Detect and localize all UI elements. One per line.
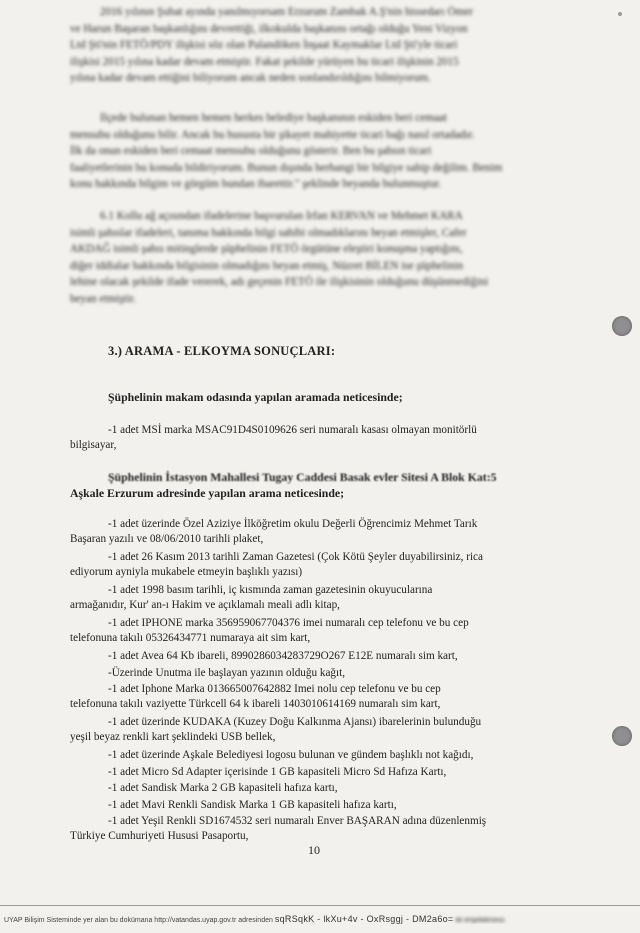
list-item: -Üzerinde Unutma ile başlayan yazının olduğu kağıt, <box>108 667 346 679</box>
list-item: -1 adet Mavi Renkli Sandisk Marka 1 GB kapasiteli hafıza kartı, <box>108 799 397 811</box>
footer <box>4 914 636 924</box>
text-line: lehine olacak şekilde ifade vererek, adı geçenin FETÖ ile ilişkisinin olduğunu düşünmediğini <box>70 276 489 289</box>
home-search-heading-line2: Aşkale Erzurum adresinde yapılan arama neticesinde; <box>70 486 345 500</box>
text-line: faaliyetlerinin bu konuda bildiriyorum. Bunun dışında herhangi bir bilgiye sahip değilim. Benim <box>70 161 503 174</box>
text-line: mensubu olduğunu bilir. Ancak bu hususta bir şikayet mahiyette ticari bağı nasıl ortadadır. <box>70 128 475 141</box>
footer-text: UYAP Bilişim Sisteminde yer alan bu dokümana http://vatandas.uyap.gov.tr adresinden <box>4 917 273 924</box>
text-line: AKDAĞ isimli şahıs mitinglerde şüphelinin FETÖ örgütüne eleştiri konuşma yaptığını, <box>70 243 463 256</box>
list-item: Türkiye Cumhuriyeti Hususi Pasaportu, <box>70 830 249 842</box>
punch-hole-icon <box>612 726 632 746</box>
list-item: telefonuna takılı 05326434771 numaraya ait sim kart, <box>70 632 311 644</box>
list-item: ediyorum ayniyla mukabele etmeyin başlıklı yazısı) <box>70 566 303 578</box>
text-line: Ltd Şti'nin FETÖ/PDY ilişkisi söz olan Palandöken İnşaat Kaymaklar Ltd Şti'yle ticari <box>70 39 458 52</box>
list-item: -1 adet üzerinde KUDAKA (Kuzey Doğu Kalkınma Ajansı) ibarelerinin bulunduğu <box>108 716 482 728</box>
text-line: 6.1 Kollu ağ açısından ifadelerine başvurulan İrfan KERVAN ve Mehmet KARA <box>100 210 463 222</box>
list-item: -1 adet IPHONE marka 356959067704376 imei numaralı cep telefonu ve bu cep <box>108 617 469 629</box>
home-search-heading-line1: Şüphelinin İstasyon Mahallesi Tugay Caddesi Basak evler Sitesi A Blok Kat:5 <box>108 470 497 484</box>
list-item: -1 adet Sandisk Marka 2 GB kapasiteli hafıza kartı, <box>108 782 338 794</box>
text-line: İlk da onun eskiden beri cemaat mensubu olduğunu gösterir. Ben bu şahsın ticari <box>70 145 432 158</box>
text-line: beyan etmiştir. <box>70 292 136 305</box>
text-line: İlçede bulunan hemen hemen herkes belediye başkanının eskiden beri cemaat <box>100 112 447 124</box>
list-item: -1 adet üzerinde Özel Aziziye İlköğretim okulu Değerli Öğrencimiz Mehmet Tarık <box>108 518 478 530</box>
list-item: -1 adet Yeşil Renkli SD1674532 seri numaralı Enver BAŞARAN adına düzenlenmiş <box>108 815 487 827</box>
list-item: armağanıdır, Kur' an-ı Hakim ve açıklamalı meali adlı kitap, <box>70 599 340 611</box>
list-item: telefonuna takılı vaziyette Türkcell 64 k ibareli 1403010614169 numaralı sim kart, <box>70 698 441 710</box>
page-number: 10 <box>308 843 320 857</box>
blurred-paragraph-1 <box>70 4 590 87</box>
list-item: -1 adet Avea 64 Kb ibareli, 8990286034283729O267 E12E numaralı sim kart, <box>108 650 458 662</box>
text-line: yılına kadar devam ettiğini biliyorum ancak neden sonlandırıldığını bilmiyorum. <box>70 72 431 85</box>
office-item-continuation: bilgisayar, <box>70 439 117 451</box>
home-search-heading <box>108 470 497 485</box>
text-line: ve Harun Başaran başkanlığını devrettiği, ilkokulda başkanını ortağı olduğu Yeni Vizyon <box>70 22 468 35</box>
text-line: 2016 yılının Şubat ayında yanılmıyorsam Erzurum Zambak A.Ş'nin hissedarı Ömer <box>100 6 474 18</box>
blurred-paragraph-3 <box>70 208 590 308</box>
list-item: Başaran yazılı ve 08/06/2010 tarihli plaket, <box>70 533 264 545</box>
list-item: -1 adet Micro Sd Adapter içerisinde 1 GB kapasiteli Micro Sd Hafıza Kartı, <box>108 766 447 778</box>
blurred-paragraph-2 <box>70 110 590 193</box>
text-line: ilişkisi 2015 yılına kadar devam etmiştir. Fakat şekilde yürüyen bu ticari ilişkinin 2015 <box>70 55 459 68</box>
text-line: diğer iddialar hakkında bilgisinin olmadığını beyan etmiş, Nüzret BİLEN ise şüphelinin <box>70 259 464 272</box>
office-item: -1 adet MSİ marka MSAC91D4S0109626 seri numaralı kasası olmayan monitörlü <box>108 424 477 436</box>
footer-divider <box>0 905 640 906</box>
text-line: konu hakkında bilgim ve görgüm bundan ibarettir." şeklinde beyanda bulunmuştur. <box>70 178 442 191</box>
scan-speck <box>618 12 622 16</box>
footer-tail: ile erişebilirsiniz. <box>455 917 507 924</box>
list-item: -1 adet üzerinde Aşkale Belediyesi logosu bulunan ve gündem başlıklı not kağıdı, <box>108 749 474 761</box>
punch-hole-icon <box>612 316 632 336</box>
list-item: yeşil beyaz renkli kart şeklindeki USB bellek, <box>70 731 276 743</box>
footer-verification-code: sqRSqkK - lkXu+4v - OxRsggj - DM2a6o= <box>274 914 454 924</box>
list-item: -1 adet 1998 basım tarihli, iç kısmında zaman gazetesinin okuyucularına <box>108 584 433 596</box>
list-item: -1 adet Iphone Marka 013665007642882 Imei nolu cep telefonu ve bu cep <box>108 683 441 695</box>
office-search-heading: Şüphelinin makam odasında yapılan aramada neticesinde; <box>108 390 403 404</box>
section-heading: 3.) ARAMA - ELKOYMA SONUÇLARI: <box>108 344 336 358</box>
text-line: isimli şahıslar ifadeleri, tanıma hakkında bilgi sahibi olmadıklarını beyan etmişler, Cafer <box>70 226 467 239</box>
list-item: -1 adet 26 Kasım 2013 tarihli Zaman Gazetesi (Çok Kötü Şeyler duyabilirsiniz, rica <box>108 551 483 563</box>
